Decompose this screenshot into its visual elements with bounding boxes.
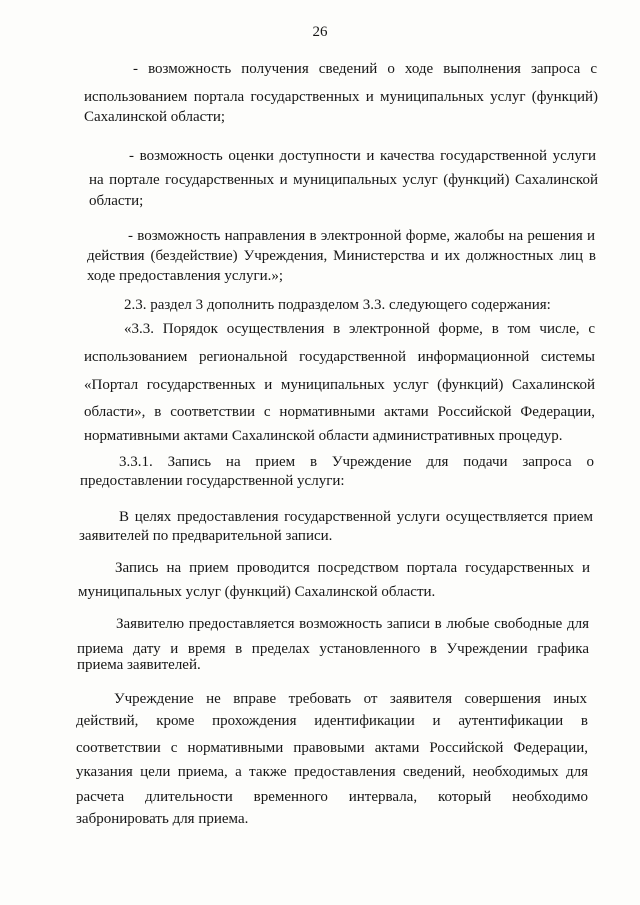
text-line-18: В целях предоставления государственной услуги осуществляется прием: [119, 509, 593, 525]
text-line-10: 2.3. раздел 3 дополнить подразделом 3.3. следующего содержания:: [124, 297, 551, 313]
text-line-9: ходе предоставления услуги.»;: [87, 268, 284, 284]
text-line-6: области;: [89, 193, 144, 209]
text-line-12: использованием региональной государственной информационной системы: [84, 349, 595, 365]
text-line-16: 3.3.1. Запись на прием в Учреждение для подачи запроса о: [119, 454, 594, 470]
text-line-13: «Портал государственных и муниципальных услуг (функций) Сахалинской: [84, 377, 595, 393]
text-line-5: на портале государственных и муниципальных услуг (функций) Сахалинской: [89, 172, 598, 188]
text-line-15: нормативными актами Сахалинской области административных процедур.: [84, 428, 563, 444]
text-line-27: соответствии с нормативными правовыми актами Российской Федерации,: [76, 740, 588, 756]
text-line-26: действий, кроме прохождения идентификации и аутентификации в: [76, 713, 588, 729]
text-line-20: Запись на прием проводится посредством портала государственных и: [115, 560, 590, 576]
text-line-14: области», в соответствии с нормативными актами Российской Федерации,: [84, 404, 595, 420]
text-line-7: - возможность направления в электронной форме, жалобы на решения и: [128, 228, 595, 244]
text-line-28: указания цели приема, а также предоставления сведений, необходимых для: [76, 764, 588, 780]
text-line-17: предоставлении государственной услуги:: [80, 473, 345, 489]
text-line-11: «3.3. Порядок осуществления в электронной форме, в том числе, с: [124, 321, 595, 337]
page-number: 26: [312, 24, 328, 40]
text-line-24: приема заявителей.: [77, 657, 201, 673]
text-line-4: - возможность оценки доступности и качества государственной услуги: [129, 148, 596, 164]
text-line-21: муниципальных услуг (функций) Сахалинской области.: [78, 584, 436, 600]
text-line-30: забронировать для приема.: [76, 811, 249, 827]
text-line-8: действия (бездействие) Учреждения, Министерства и их должностных лиц в: [87, 248, 596, 264]
text-line-1: - возможность получения сведений о ходе выполнения запроса с: [133, 61, 597, 77]
text-line-23: приема дату и время в пределах установленного в Учреждении графика: [77, 641, 589, 657]
text-line-3: Сахалинской области;: [84, 109, 226, 125]
text-line-25: Учреждение не вправе требовать от заявителя совершения иных: [114, 691, 587, 707]
text-line-2: использованием портала государственных и муниципальных услуг (функций): [84, 89, 598, 105]
text-line-29: расчета длительности временного интервала, который необходимо: [76, 789, 588, 805]
text-line-22: Заявителю предоставляется возможность записи в любые свободные для: [116, 616, 589, 632]
text-line-19: заявителей по предварительной записи.: [79, 528, 333, 544]
